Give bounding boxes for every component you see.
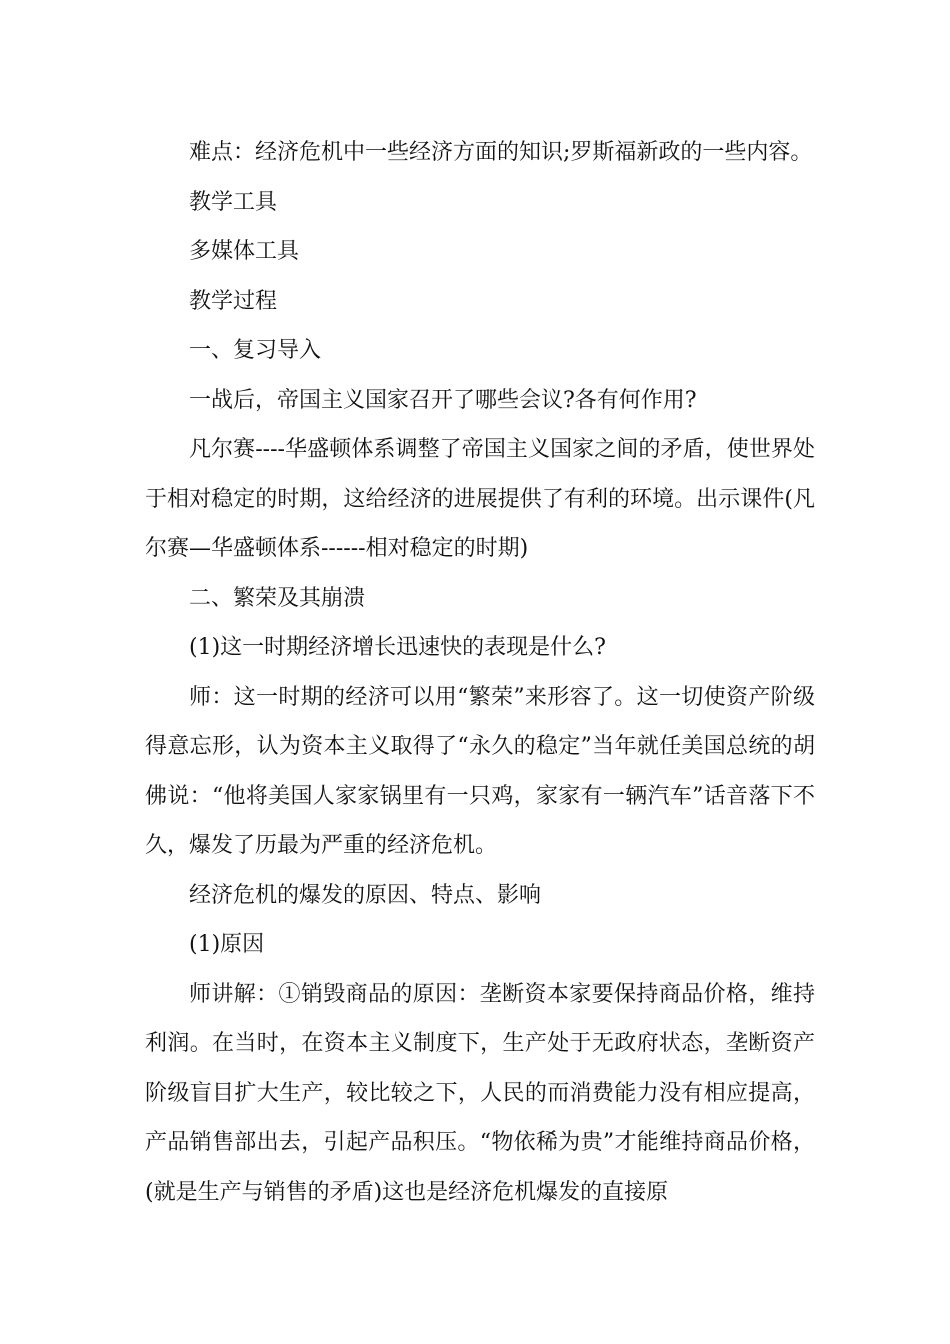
paragraph-multimedia-tools: 多媒体工具	[189, 239, 300, 264]
paragraph-teaching-process-heading: 教学过程	[189, 288, 278, 314]
paragraph-teacher-prosperity: 师：这一时期的经济可以用“繁荣”来形容了。这一切使资产阶级得意忘形，认为资本主义取得了“永久的稳定”当年就任美国总统的胡佛说：“他将美国人家家锅里有一只鸡，家家有一辆汽车”话音落下不久，爆发了历最为严重的经济危机。	[145, 684, 815, 858]
paragraph-difficulty: 难点：经济危机中一些经济方面的知识;罗斯福新政的一些内容。	[189, 140, 813, 165]
paragraph-versailles-washington: 凡尔赛----华盛顿体系调整了帝国主义国家之间的矛盾，使世界处于相对稳定的时期，这给经济的进展提供了有利的环境。出示课件(凡尔赛—华盛顿体系------相对稳定的时期)	[145, 437, 815, 561]
paragraph-growth-question: (1)这一时期经济增长迅速快的表现是什么?	[189, 635, 606, 660]
paragraph-section-two-heading: 二、繁荣及其崩溃	[189, 585, 366, 611]
paragraph-postwar-question: 一战后，帝国主义国家召开了哪些会议?各有何作用?	[189, 387, 697, 413]
paragraph-causes-heading: (1)原因	[189, 932, 265, 957]
paragraph-teacher-explanation: 师讲解：①销毁商品的原因：垄断资本家要保持商品价格，维持利润。在当时，在资本主义制度下，生产处于无政府状态，垄断资产阶级盲目扩大生产，较比较之下，人民的而消费能力没有相应提高，产品销售部出去，引起产品积压。“物依稀为贵”才能维持商品价格，(就是生产与销售的矛盾)这也是经济危机爆发的直接原	[145, 981, 815, 1205]
paragraph-section-one-heading: 一、复习导入	[189, 338, 322, 363]
paragraph-teaching-tools-heading: 教学工具	[189, 189, 278, 215]
document-body	[145, 128, 815, 1217]
paragraph-crisis-outline: 经济危机的爆发的原因、特点、影响	[189, 882, 542, 908]
